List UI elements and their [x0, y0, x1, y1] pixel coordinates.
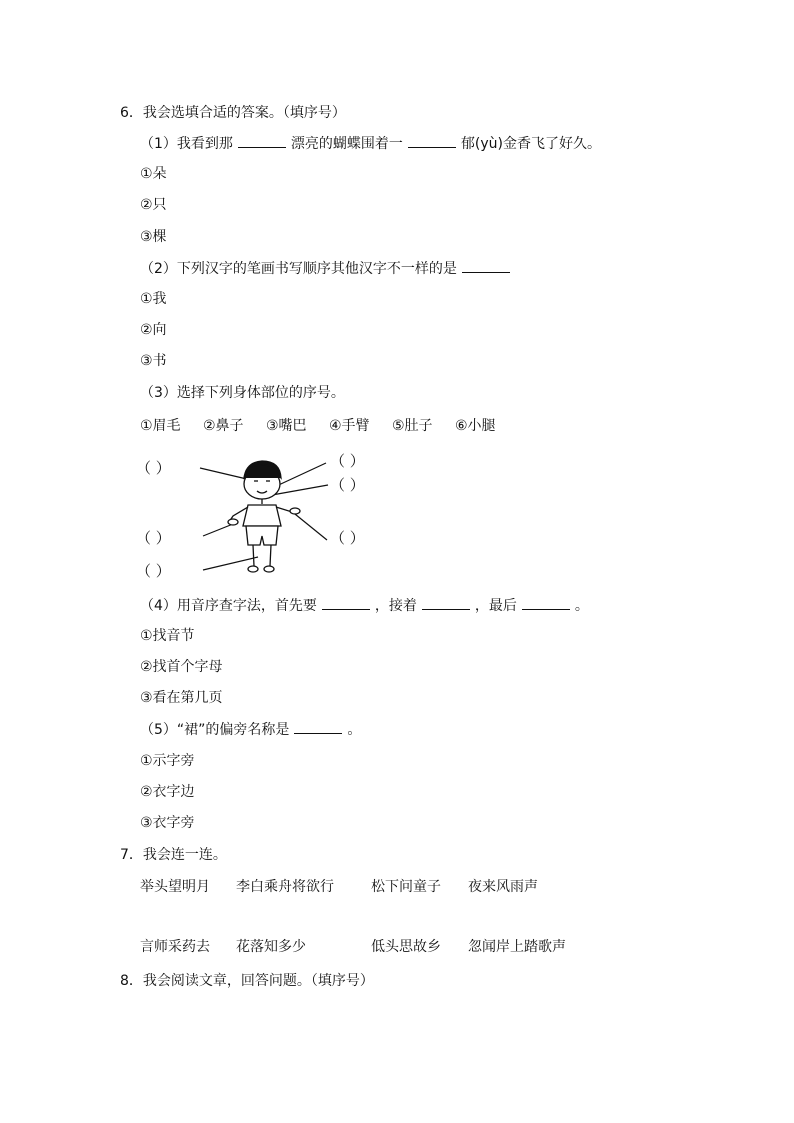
- q6-sub3-text: （3）选择下列身体部位的序号。: [140, 385, 345, 401]
- q6-sub4-blank-1[interactable]: [322, 596, 370, 610]
- poem-line-top-4[interactable]: 夜来风雨声: [468, 879, 538, 895]
- q6-sub1-option-1: ①朵: [140, 166, 167, 182]
- q6-sub4-sentence: [140, 596, 589, 615]
- q6-sub3-part-5: ⑤肚子: [392, 418, 433, 434]
- q6-sub4-end: 。: [574, 598, 589, 614]
- q6-sub5-end: 。: [347, 722, 362, 738]
- q6-sub4-mid2: ，最后: [474, 598, 517, 614]
- poem-line-bottom-4[interactable]: 忽闻岸上踏歌声: [468, 939, 566, 955]
- answer-paren-mouth[interactable]: （ ）: [330, 476, 365, 494]
- q6-sub1-middle: 漂亮的蝴蝶围着一: [290, 136, 403, 152]
- poem-line-top-3[interactable]: 松下问童子: [371, 879, 441, 895]
- answer-paren-nose[interactable]: （ ）: [330, 452, 365, 470]
- q6-sub3-part-4: ④手臂: [329, 418, 370, 434]
- q6-title: 6．我会选填合适的答案。（填序号）: [120, 105, 346, 121]
- poem-line-bottom-2[interactable]: 花落知多少: [236, 939, 306, 955]
- poem-line-top-2[interactable]: 李白乘舟将欲行: [236, 879, 334, 895]
- q6-sub2-option-1: ①我: [140, 291, 167, 307]
- q6-sub3-part-6: ⑥小腿: [455, 418, 496, 434]
- q6-sub4-option-3: ③看在第几页: [140, 690, 223, 706]
- q6-sub5-prefix: （5）“裙”的偏旁名称是: [140, 722, 290, 738]
- q6-sub1-suffix: 郁(yù)金香飞了好久。: [460, 136, 602, 152]
- q6-sub5-option-2: ②衣字边: [140, 784, 195, 800]
- q6-sub2-option-3: ③书: [140, 353, 167, 369]
- q6-sub2-option-2: ②向: [140, 322, 167, 338]
- q6-sub4-option-1: ①找音节: [140, 628, 195, 644]
- poem-line-top-1[interactable]: 举头望明月: [140, 879, 210, 895]
- poem-line-bottom-3[interactable]: 低头思故乡: [371, 939, 441, 955]
- q6-sub4-option-2: ②找首个字母: [140, 659, 223, 675]
- q6-sub4-mid1: ，接着: [374, 598, 417, 614]
- q7-title: 7．我会连一连。: [120, 847, 227, 863]
- q6-sub3-part-3: ③嘴巴: [266, 418, 307, 434]
- q6-sub2-text: （2）下列汉字的笔画书写顺序其他汉字不一样的是: [140, 261, 457, 277]
- q6-sub1-prefix: （1）我看到那: [140, 136, 233, 152]
- answer-paren-eyebrow[interactable]: （ ）: [136, 459, 171, 477]
- poem-line-bottom-1[interactable]: 言师采药去: [140, 939, 210, 955]
- q6-sub3-part-2: ②鼻子: [203, 418, 244, 434]
- q6-sub5-option-3: ③衣字旁: [140, 815, 195, 831]
- q6-sub5-option-1: ①示字旁: [140, 753, 195, 769]
- q6-sub1-option-3: ③棵: [140, 229, 167, 245]
- q6-sub1-option-2: ②只: [140, 197, 167, 213]
- q6-sub4-blank-2[interactable]: [422, 596, 470, 610]
- q8-title: 8．我会阅读文章，回答问题。（填序号）: [120, 973, 374, 989]
- q6-sub3-part-1: ①眉毛: [140, 418, 181, 434]
- answer-paren-leg[interactable]: （ ）: [136, 562, 171, 580]
- q6-sub5-blank[interactable]: [294, 720, 342, 734]
- q6-sub5-sentence: [140, 720, 361, 739]
- q6-sub4-prefix: （4）用音序查字法，首先要: [140, 598, 317, 614]
- q6-sub4-blank-3[interactable]: [522, 596, 570, 610]
- answer-paren-arm[interactable]: （ ）: [136, 529, 171, 547]
- answer-paren-belly[interactable]: （ ）: [330, 529, 365, 547]
